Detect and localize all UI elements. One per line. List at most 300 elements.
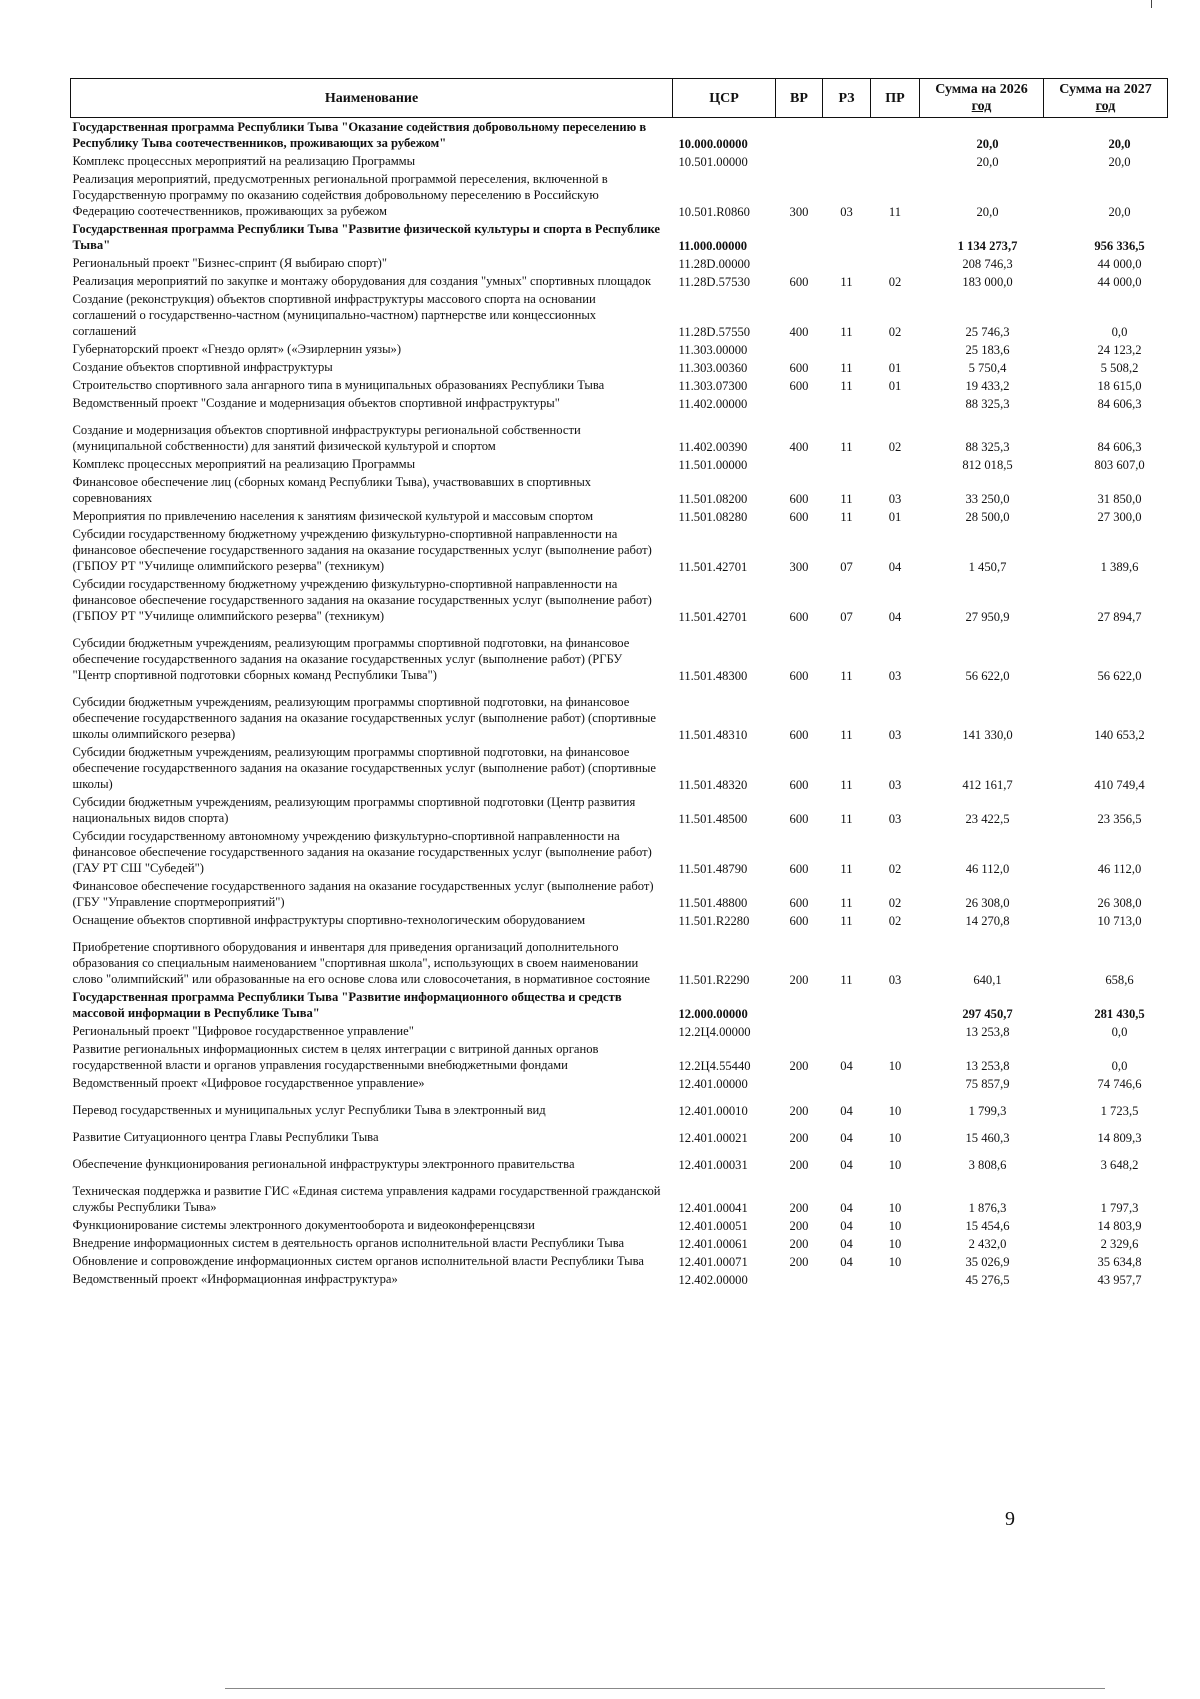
header-sum-2027 <box>1044 79 1168 118</box>
cell-name: Комплекс процессных мероприятий на реализацию Программы <box>72 154 416 168</box>
table-header <box>71 79 1168 118</box>
cell-sum2027: 56 622,0 <box>1097 669 1142 683</box>
cell-sum2027: 956 336,5 <box>1094 239 1145 253</box>
table-row <box>71 525 1168 575</box>
table-row <box>71 376 1168 394</box>
cell-vr: 600 <box>789 896 809 910</box>
cell-vr <box>776 152 823 170</box>
cell-sum2027: 20,0 <box>1108 205 1131 219</box>
table-row <box>71 152 1168 170</box>
cell-vr: 600 <box>789 492 809 506</box>
cell-name: Мероприятия по привлечению населения к занятиям физической культурой и массовым спортом <box>72 509 594 523</box>
cell-csr: 12.000.00000 <box>678 1007 748 1021</box>
cell-sum2026: 1 450,7 <box>968 560 1007 574</box>
cell-sum2027: 26 308,0 <box>1097 896 1142 910</box>
cell-pr <box>871 254 920 272</box>
table-row <box>71 911 1168 929</box>
cell-csr: 11.501.48310 <box>678 728 748 742</box>
table-row <box>71 394 1168 412</box>
table-row <box>71 170 1168 220</box>
cell-sum2026: 25 183,6 <box>965 343 1010 357</box>
cell-vr <box>776 455 823 473</box>
cell-name: Ведомственный проект «Цифровое государственное управление» <box>72 1076 425 1090</box>
table-row <box>71 412 1168 455</box>
cell-rz <box>823 254 871 272</box>
cell-pr: 01 <box>888 379 902 393</box>
cell-rz: 11 <box>840 728 853 742</box>
cell-pr: 01 <box>888 510 902 524</box>
cell-sum2026: 208 746,3 <box>962 257 1013 271</box>
cell-name: Губернаторский проект «Гнездо орлят» («Эзирлернин уязы») <box>72 342 402 356</box>
cell-vr: 600 <box>789 275 809 289</box>
cell-pr: 10 <box>888 1131 902 1145</box>
cell-pr: 02 <box>888 440 902 454</box>
table-row <box>71 793 1168 827</box>
cell-sum2026: 26 308,0 <box>965 896 1010 910</box>
cell-pr <box>871 988 920 1022</box>
cell-sum2027: 31 850,0 <box>1097 492 1142 506</box>
cell-csr: 11.501.08200 <box>678 492 748 506</box>
cell-pr: 04 <box>888 560 902 574</box>
cell-rz: 11 <box>840 862 853 876</box>
header-pr: ПР <box>871 79 920 118</box>
cell-sum2026: 27 950,9 <box>965 610 1010 624</box>
cell-name: Финансовое обеспечение государственного задания на оказание государственных услуг (выполнение работ) (ГБУ "Управление спортмероприятий") <box>72 879 654 909</box>
cell-pr <box>871 118 920 153</box>
cell-sum2026: 35 026,9 <box>965 1255 1010 1269</box>
cell-name: Развитие Ситуационного центра Главы Республики Тыва <box>72 1130 379 1144</box>
cell-pr <box>871 220 920 254</box>
table-body <box>71 118 1168 1289</box>
cell-rz: 11 <box>840 669 853 683</box>
cell-vr: 200 <box>789 1059 809 1073</box>
cell-pr: 02 <box>888 862 902 876</box>
table-row <box>71 254 1168 272</box>
cell-csr: 12.401.00041 <box>678 1201 748 1215</box>
cell-sum2026: 297 450,7 <box>962 1007 1013 1021</box>
cell-name: Субсидии бюджетным учреждениям, реализующим программы спортивной подготовки (Центр развития национальных видов спорта) <box>72 795 636 825</box>
cell-name: Субсидии государственному бюджетному учреждению физкультурно-спортивной направленности на финансовое обеспечение государственного задания на оказание государственных услуг (выполнение работ) (ГБПОУ РТ "Училище олимпийского резерва" (техникум) <box>72 527 652 573</box>
cell-sum2027: 0,0 <box>1111 1025 1128 1039</box>
cell-sum2027: 74 746,6 <box>1097 1077 1142 1091</box>
table-row <box>71 118 1168 153</box>
cell-csr: 11.501.42701 <box>678 610 748 624</box>
cell-csr: 12.401.00031 <box>678 1158 748 1172</box>
cell-name: Государственная программа Республики Тыва "Оказание содействия добровольному переселению в Республику Тыва соотечественников, проживающих за рубежом" <box>72 120 647 150</box>
cell-pr: 10 <box>888 1237 902 1251</box>
cell-vr: 600 <box>789 812 809 826</box>
cell-vr: 600 <box>789 610 809 624</box>
cell-rz: 11 <box>840 812 853 826</box>
cell-csr: 11.501.48320 <box>678 778 748 792</box>
cell-vr <box>776 118 823 153</box>
table-row <box>71 290 1168 340</box>
cell-vr <box>776 1270 823 1288</box>
cell-csr: 11.501.42701 <box>678 560 748 574</box>
header-sum-2026-line1: Сумма на 2026 <box>935 82 1028 97</box>
cell-vr: 600 <box>789 728 809 742</box>
cell-sum2026: 812 018,5 <box>962 458 1013 472</box>
cell-csr: 12.2Ц4.00000 <box>678 1025 751 1039</box>
cell-name: Внедрение информационных систем в деятельность органов исполнительной власти Республики Тыва <box>72 1236 625 1250</box>
cell-sum2027: 14 809,3 <box>1097 1131 1142 1145</box>
table-row <box>71 929 1168 988</box>
cell-csr: 11.28D.00000 <box>678 257 751 271</box>
cell-vr: 600 <box>789 914 809 928</box>
cell-pr: 02 <box>888 896 902 910</box>
cell-rz <box>823 220 871 254</box>
cell-sum2027: 14 803,9 <box>1097 1219 1142 1233</box>
cell-vr: 400 <box>789 325 809 339</box>
cell-vr: 600 <box>789 862 809 876</box>
cell-name: Функционирование системы электронного документооборота и видеоконференцсвязи <box>72 1218 535 1232</box>
table-row <box>71 877 1168 911</box>
cell-sum2027: 46 112,0 <box>1097 862 1142 876</box>
header-sum-2026 <box>920 79 1044 118</box>
cell-sum2027: 27 300,0 <box>1097 510 1142 524</box>
cell-vr <box>776 988 823 1022</box>
table-row <box>71 1216 1168 1234</box>
cell-csr: 11.501.48790 <box>678 862 748 876</box>
cell-rz <box>823 1270 871 1288</box>
cell-csr: 12.401.00000 <box>678 1077 748 1091</box>
cell-name: Перевод государственных и муниципальных услуг Республики Тыва в электронный вид <box>72 1103 546 1117</box>
cell-rz: 11 <box>840 440 853 454</box>
header-sum-2026-line2: год <box>971 99 992 114</box>
cell-name: Создание (реконструкция) объектов спортивной инфраструктуры массового спорта на основании соглашений о государственно-частном (муниципально-частном) партнерстве или концессионных соглашений <box>72 292 597 338</box>
cell-sum2027: 44 000,0 <box>1097 257 1142 271</box>
cell-rz: 11 <box>840 896 853 910</box>
cell-csr: 12.401.00061 <box>678 1237 748 1251</box>
cell-csr: 12.2Ц4.55440 <box>678 1059 751 1073</box>
cell-sum2026: 13 253,8 <box>965 1025 1010 1039</box>
cell-csr: 11.28D.57550 <box>678 325 751 339</box>
cell-sum2027: 20,0 <box>1108 155 1131 169</box>
cell-vr: 200 <box>789 973 809 987</box>
cell-sum2027: 410 749,4 <box>1094 778 1145 792</box>
budget-allocation-table <box>70 78 1168 1288</box>
cell-rz <box>823 1022 871 1040</box>
cell-vr: 200 <box>789 1158 809 1172</box>
header-name: Наименование <box>71 79 673 118</box>
cell-rz: 11 <box>840 325 853 339</box>
cell-sum2026: 88 325,3 <box>965 397 1010 411</box>
table-row <box>71 1146 1168 1173</box>
cell-vr: 600 <box>789 669 809 683</box>
page-number: 9 <box>1005 1508 1015 1530</box>
cell-sum2026: 56 622,0 <box>965 669 1010 683</box>
cell-name: Региональный проект "Цифровое государственное управление" <box>72 1024 414 1038</box>
cell-vr <box>776 1074 823 1092</box>
cell-csr: 10.000.00000 <box>678 137 748 151</box>
cell-sum2027: 18 615,0 <box>1097 379 1142 393</box>
cell-sum2026: 28 500,0 <box>965 510 1010 524</box>
table-row <box>71 1092 1168 1119</box>
cell-sum2026: 20,0 <box>976 155 999 169</box>
cell-name: Развитие региональных информационных систем в целях интеграции с витриной данных органов государственной власти и органов управления государственными внебюджетными фондами <box>72 1042 599 1072</box>
cell-rz: 04 <box>840 1219 853 1233</box>
cell-pr <box>871 394 920 412</box>
cell-sum2027: 0,0 <box>1111 1059 1128 1073</box>
cell-sum2026: 5 750,4 <box>968 361 1007 375</box>
cell-rz: 07 <box>840 610 853 624</box>
cell-pr <box>871 340 920 358</box>
cell-vr <box>776 254 823 272</box>
cell-pr <box>871 455 920 473</box>
cell-sum2027: 803 607,0 <box>1094 458 1145 472</box>
cell-pr: 10 <box>888 1255 902 1269</box>
cell-rz: 11 <box>840 275 853 289</box>
header-rz: РЗ <box>823 79 871 118</box>
cell-sum2027: 84 606,3 <box>1097 397 1142 411</box>
cell-rz: 04 <box>840 1059 853 1073</box>
cell-rz: 11 <box>840 379 853 393</box>
cell-sum2027: 0,0 <box>1111 325 1128 339</box>
cell-sum2027: 44 000,0 <box>1097 275 1142 289</box>
cell-sum2026: 1 134 273,7 <box>957 239 1018 253</box>
cell-vr: 200 <box>789 1131 809 1145</box>
table-row <box>71 1270 1168 1288</box>
header-sum-2027-line2: год <box>1095 99 1116 114</box>
scan-edge-mark <box>1151 0 1152 8</box>
cell-rz: 11 <box>840 510 853 524</box>
header-csr: ЦСР <box>673 79 776 118</box>
cell-rz: 11 <box>840 361 853 375</box>
cell-sum2026: 13 253,8 <box>965 1059 1010 1073</box>
cell-sum2026: 46 112,0 <box>965 862 1010 876</box>
cell-rz: 04 <box>840 1158 853 1172</box>
table-row <box>71 684 1168 743</box>
cell-sum2026: 75 857,9 <box>965 1077 1010 1091</box>
table-row <box>71 988 1168 1022</box>
cell-name: Ведомственный проект «Информационная инфраструктура» <box>72 1272 398 1286</box>
cell-sum2027: 2 329,6 <box>1100 1237 1139 1251</box>
cell-name: Субсидии бюджетным учреждениям, реализующим программы спортивной подготовки, на финансовое обеспечение государственного задания на оказание государственных услуг (выполнение работ) (РГБУ "Центр спортивной подготовки сборных команд Республики Тыва") <box>72 636 630 682</box>
cell-pr: 03 <box>888 778 902 792</box>
cell-sum2027: 658,6 <box>1105 973 1134 987</box>
cell-vr <box>776 220 823 254</box>
cell-name: Государственная программа Республики Тыва "Развитие физической культуры и спорта в Республике Тыва" <box>72 222 661 252</box>
table-row <box>71 625 1168 684</box>
cell-pr <box>871 152 920 170</box>
cell-csr: 12.401.00021 <box>678 1131 748 1145</box>
cell-sum2026: 141 330,0 <box>962 728 1013 742</box>
cell-pr: 10 <box>888 1104 902 1118</box>
cell-vr: 600 <box>789 510 809 524</box>
cell-vr: 300 <box>789 205 809 219</box>
cell-csr: 11.000.00000 <box>678 239 748 253</box>
cell-sum2026: 15 454,6 <box>965 1219 1010 1233</box>
cell-pr: 11 <box>888 205 902 219</box>
cell-vr: 200 <box>789 1201 809 1215</box>
cell-pr: 10 <box>888 1059 902 1073</box>
cell-sum2026: 1 799,3 <box>968 1104 1007 1118</box>
cell-name: Создание объектов спортивной инфраструктуры <box>72 360 333 374</box>
cell-vr: 600 <box>789 778 809 792</box>
cell-sum2027: 35 634,8 <box>1097 1255 1142 1269</box>
cell-sum2027: 5 508,2 <box>1100 361 1139 375</box>
scan-bottom-line <box>225 1688 1105 1689</box>
cell-sum2026: 20,0 <box>976 137 999 151</box>
cell-name: Государственная программа Республики Тыва "Развитие информационного общества и средств массовой информации в Республике Тыва" <box>72 990 622 1020</box>
cell-name: Обновление и сопровождение информационных систем органов исполнительной власти Республики Тыва <box>72 1254 644 1268</box>
cell-rz: 11 <box>840 492 853 506</box>
cell-vr: 600 <box>789 379 809 393</box>
cell-rz: 07 <box>840 560 853 574</box>
cell-csr: 12.401.00071 <box>678 1255 748 1269</box>
cell-rz <box>823 340 871 358</box>
cell-vr: 200 <box>789 1237 809 1251</box>
cell-sum2026: 19 433,2 <box>965 379 1010 393</box>
cell-sum2027: 281 430,5 <box>1094 1007 1145 1021</box>
cell-sum2026: 15 460,3 <box>965 1131 1010 1145</box>
cell-csr: 11.303.07300 <box>678 379 748 393</box>
cell-rz: 11 <box>840 914 853 928</box>
cell-rz <box>823 455 871 473</box>
cell-rz <box>823 394 871 412</box>
cell-sum2026: 183 000,0 <box>962 275 1013 289</box>
table-row <box>71 575 1168 625</box>
budget-table-sheet <box>70 78 1167 1288</box>
cell-csr: 11.501.R2290 <box>678 973 750 987</box>
cell-sum2026: 25 746,3 <box>965 325 1010 339</box>
cell-name: Субсидии государственному бюджетному учреждению физкультурно-спортивной направленности на финансовое обеспечение государственного задания на оказание государственных услуг (выполнение работ) (ГБПОУ РТ "Училище олимпийского резерва" (техникум) <box>72 577 652 623</box>
table-row <box>71 473 1168 507</box>
cell-sum2026: 23 422,5 <box>965 812 1010 826</box>
cell-pr: 02 <box>888 275 902 289</box>
cell-sum2027: 3 648,2 <box>1100 1158 1139 1172</box>
cell-name: Техническая поддержка и развитие ГИС «Единая система управления кадрами государственной гражданской службы Республики Тыва» <box>72 1184 661 1214</box>
cell-name: Создание и модернизация объектов спортивной инфраструктуры региональной собственности (муниципальной собственности) для занятий физической культурой и спортом <box>72 423 581 453</box>
cell-rz: 03 <box>840 205 853 219</box>
cell-vr: 200 <box>789 1104 809 1118</box>
cell-name: Реализация мероприятий по закупке и монтажу оборудования для создания "умных" спортивных площадок <box>72 274 652 288</box>
cell-rz: 04 <box>840 1104 853 1118</box>
cell-rz <box>823 988 871 1022</box>
cell-csr: 11.501.00000 <box>678 458 748 472</box>
table-row <box>71 827 1168 877</box>
cell-pr: 10 <box>888 1158 902 1172</box>
cell-csr: 11.402.00390 <box>678 440 748 454</box>
cell-rz: 04 <box>840 1237 853 1251</box>
cell-vr: 400 <box>789 440 809 454</box>
cell-sum2027: 20,0 <box>1108 137 1131 151</box>
cell-sum2026: 640,1 <box>973 973 1002 987</box>
cell-csr: 11.303.00360 <box>678 361 748 375</box>
cell-csr: 12.401.00051 <box>678 1219 748 1233</box>
cell-sum2027: 24 123,2 <box>1097 343 1142 357</box>
cell-name: Оснащение объектов спортивной инфраструктуры спортивно-технологическим оборудованием <box>72 913 586 927</box>
table-row <box>71 1040 1168 1074</box>
cell-name: Ведомственный проект "Создание и модернизация объектов спортивной инфраструктуры" <box>72 396 560 410</box>
cell-sum2026: 88 325,3 <box>965 440 1010 454</box>
table-row <box>71 1173 1168 1216</box>
cell-vr <box>776 394 823 412</box>
cell-name: Обеспечение функционирования региональной инфраструктуры электронного правительства <box>72 1157 575 1171</box>
cell-vr: 200 <box>789 1219 809 1233</box>
cell-sum2026: 1 876,3 <box>968 1201 1007 1215</box>
cell-sum2026: 45 276,5 <box>965 1273 1010 1287</box>
table-row <box>71 507 1168 525</box>
cell-csr: 11.501.48300 <box>678 669 748 683</box>
cell-sum2027: 1 797,3 <box>1100 1201 1139 1215</box>
cell-csr: 12.401.00010 <box>678 1104 748 1118</box>
cell-name: Субсидии бюджетным учреждениям, реализующим программы спортивной подготовки, на финансовое обеспечение государственного задания на оказание государственных услуг (выполнение работ) (спортивные школы) <box>72 745 656 791</box>
cell-csr: 11.402.00000 <box>678 397 748 411</box>
cell-csr: 11.303.00000 <box>678 343 748 357</box>
cell-sum2027: 27 894,7 <box>1097 610 1142 624</box>
cell-pr: 03 <box>888 812 902 826</box>
cell-vr: 300 <box>789 560 809 574</box>
cell-csr: 11.501.08280 <box>678 510 748 524</box>
cell-name: Приобретение спортивного оборудования и инвентаря для приведения организаций дополнительного образования со специальным наименованием "спортивная школа", использующих в своем наименовании слово "олимпийский" или образованные на его основе слова или словосочетания, в нормативное состояние <box>72 940 650 986</box>
cell-csr: 11.501.R2280 <box>678 914 750 928</box>
table-row <box>71 220 1168 254</box>
cell-sum2026: 14 270,8 <box>965 914 1010 928</box>
cell-sum2027: 1 723,5 <box>1100 1104 1139 1118</box>
cell-pr: 03 <box>888 669 902 683</box>
cell-sum2027: 10 713,0 <box>1097 914 1142 928</box>
cell-name: Реализация мероприятий, предусмотренных региональной программой переселения, включенной в Государственную программу по оказанию содействия добровольному переселению в Российскую Федерацию соотечественников, проживающих за рубежом <box>72 172 608 218</box>
cell-pr: 01 <box>888 361 902 375</box>
cell-csr: 11.501.48500 <box>678 812 748 826</box>
cell-csr: 10.501.R0860 <box>678 205 750 219</box>
cell-pr: 03 <box>888 973 902 987</box>
cell-vr <box>776 340 823 358</box>
cell-pr <box>871 1270 920 1288</box>
table-row <box>71 272 1168 290</box>
cell-pr: 10 <box>888 1219 902 1233</box>
header-sum-2027-line1: Сумма на 2027 <box>1059 82 1152 97</box>
cell-sum2027: 43 957,7 <box>1097 1273 1142 1287</box>
cell-sum2026: 2 432,0 <box>968 1237 1007 1251</box>
header-vr: ВР <box>776 79 823 118</box>
cell-name: Субсидии бюджетным учреждениям, реализующим программы спортивной подготовки, на финансовое обеспечение государственного задания на оказание государственных услуг (выполнение работ) (спортивные школы олимпийского резерва) <box>72 695 656 741</box>
cell-sum2027: 23 356,5 <box>1097 812 1142 826</box>
cell-sum2027: 1 389,6 <box>1100 560 1139 574</box>
cell-pr: 03 <box>888 492 902 506</box>
table-row <box>71 358 1168 376</box>
cell-vr <box>776 1022 823 1040</box>
cell-csr: 11.28D.57530 <box>678 275 751 289</box>
table-row <box>71 1252 1168 1270</box>
table-row <box>71 340 1168 358</box>
cell-sum2027: 84 606,3 <box>1097 440 1142 454</box>
cell-pr: 02 <box>888 914 902 928</box>
cell-pr: 04 <box>888 610 902 624</box>
table-row <box>71 743 1168 793</box>
table-row <box>71 455 1168 473</box>
cell-rz: 04 <box>840 1131 853 1145</box>
table-row <box>71 1119 1168 1146</box>
cell-sum2026: 3 808,6 <box>968 1158 1007 1172</box>
cell-rz: 11 <box>840 973 853 987</box>
cell-csr: 11.501.48800 <box>678 896 748 910</box>
cell-name: Региональный проект "Бизнес-спринт (Я выбираю спорт)" <box>72 256 387 270</box>
table-row <box>71 1022 1168 1040</box>
cell-rz <box>823 118 871 153</box>
cell-pr <box>871 1022 920 1040</box>
cell-pr <box>871 1074 920 1092</box>
cell-name: Комплекс процессных мероприятий на реализацию Программы <box>72 457 416 471</box>
cell-csr: 12.402.00000 <box>678 1273 748 1287</box>
table-row <box>71 1234 1168 1252</box>
cell-pr: 10 <box>888 1201 902 1215</box>
table-row <box>71 1074 1168 1092</box>
cell-pr: 02 <box>888 325 902 339</box>
cell-rz: 04 <box>840 1255 853 1269</box>
cell-rz: 11 <box>840 778 853 792</box>
